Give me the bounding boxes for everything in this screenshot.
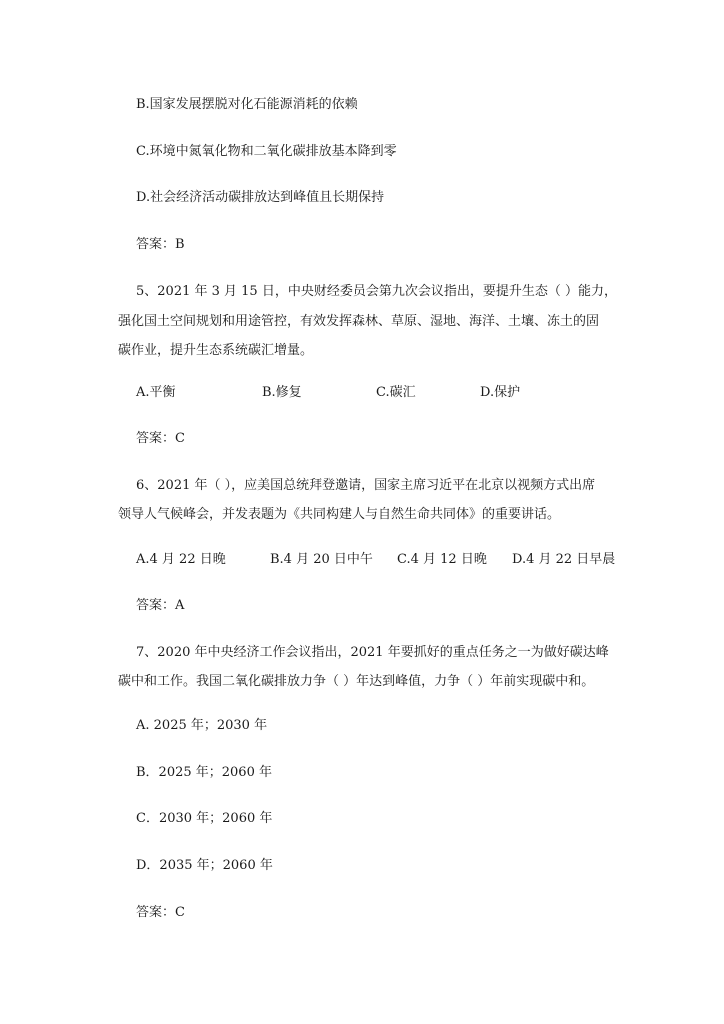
q5-option-c: C.碳汇 bbox=[376, 385, 416, 400]
q6-question-line-2: 领导人气候峰会，并发表题为《共同构建人与自然生命共同体》的重要讲话。 bbox=[118, 507, 561, 522]
q4-option-d: D.社会经济活动碳排放达到峰值且长期保持 bbox=[136, 190, 385, 205]
q4-answer: 答案：B bbox=[136, 237, 185, 252]
q7-question-line-1: 7、2020 年中央经济工作会议指出，2021 年要抓好的重点任务之一为做好碳达峰 bbox=[136, 645, 609, 660]
q6-option-a: A.4 月 22 日晚 bbox=[136, 552, 226, 567]
q6-answer: 答案：A bbox=[136, 598, 185, 613]
q7-answer: 答案：C bbox=[136, 905, 185, 920]
q5-option-d: D.保护 bbox=[480, 385, 521, 400]
q4-option-c: C.环境中氮氧化物和二氧化碳排放基本降到零 bbox=[136, 144, 397, 159]
q5-question-line-3: 碳作业，提升生态系统碳汇增量。 bbox=[118, 343, 314, 358]
q5-answer: 答案：C bbox=[136, 431, 185, 446]
q6-option-b: B.4 月 20 日中午 bbox=[270, 552, 373, 567]
q5-question-line-2: 强化国土空间规划和用途管控，有效发挥森林、草原、湿地、海洋、土壤、冻土的固 bbox=[118, 314, 600, 329]
q5-question-line-1: 5、2021 年 3 月 15 日，中央财经委员会第九次会议指出，要提升生态（ ）能力， bbox=[136, 284, 617, 299]
q5-option-b: B.修复 bbox=[262, 385, 302, 400]
q4-option-b: B.国家发展摆脱对化石能源消耗的依赖 bbox=[136, 97, 358, 112]
q7-option-b: B．2025 年；2060 年 bbox=[136, 765, 272, 780]
q5-option-a: A.平衡 bbox=[136, 385, 176, 400]
q7-question-line-2: 碳中和工作。我国二氧化碳排放力争（ ）年达到峰值，力争（ ）年前实现碳中和。 bbox=[118, 674, 595, 689]
q6-option-c: C.4 月 12 日晚 bbox=[397, 552, 487, 567]
q7-option-d: D．2035 年；2060 年 bbox=[136, 858, 273, 873]
q6-option-d: D.4 月 22 日早晨 bbox=[512, 552, 616, 567]
q7-option-a: A. 2025 年；2030 年 bbox=[136, 718, 268, 733]
q6-question-line-1: 6、2021 年（ ），应美国总统拜登邀请，国家主席习近平在北京以视频方式出席 bbox=[136, 478, 596, 493]
q7-option-c: C．2030 年；2060 年 bbox=[136, 811, 273, 826]
